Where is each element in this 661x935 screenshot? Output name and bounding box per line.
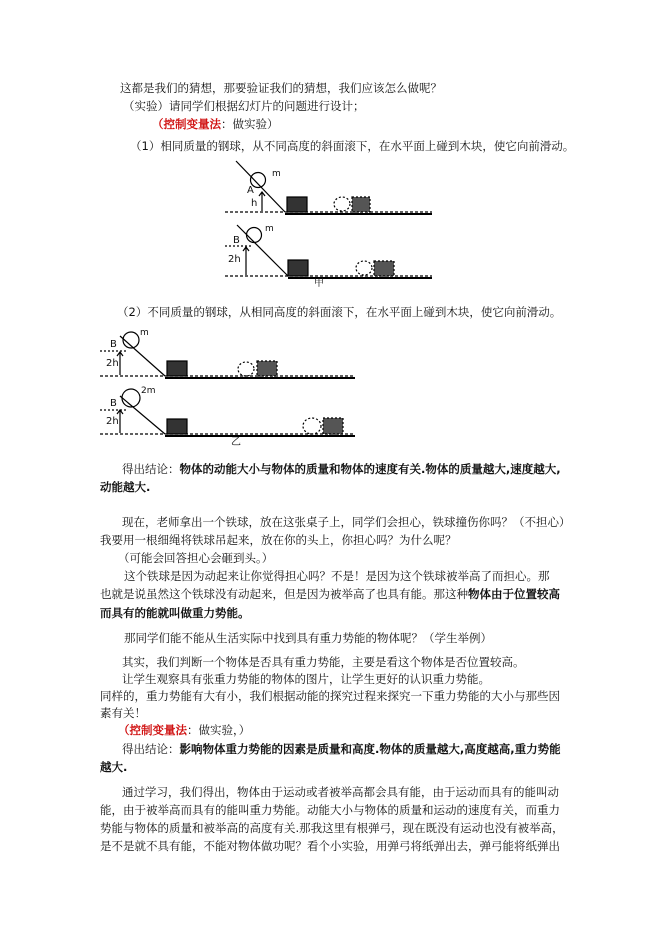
experiment-1-text: （1）相同质量的钢球，从不同高度的斜面滚下，在水平面上碰到木块，使它向前滑动。 [130, 139, 575, 153]
para-line-6: 而具有的能就叫做重力势能。 [100, 606, 250, 620]
para-line-1: 现在，老师拿出一个铁球，放在这张桌子上，同学们会担心，铁球撞伤你吗？（不担心） [122, 515, 571, 529]
line-3 [152, 116, 279, 132]
conclusion-2-prefix: 得出结论： [122, 742, 180, 756]
fig2-label-B-top: B [110, 339, 117, 350]
para-line-7: 那同学们能不能从生活实际中找到具有重力势能的物体呢？（学生举例） [124, 631, 492, 645]
fig2-label-2h-top: 2h [106, 358, 119, 369]
summary-line-2: 能，由于被举高而具有的能叫重力势能。动能大小与物体的质量和运动的速度有关，而重力 [100, 803, 560, 817]
summary-line-1: 通过学习，我们得出，物体由于运动或者被举高都会具有能，由于运动而具有的能叫动 [122, 785, 559, 799]
para-line-11: 素有关！ [100, 706, 146, 720]
para-line-9: 让学生观察具有张重力势能的物体的图片，让学生更好的认识重力势能。 [122, 672, 490, 686]
fig1-label-2h: 2h [228, 254, 241, 265]
fig2-label-2h-bottom: 2h [106, 416, 119, 427]
fig2-caption: 乙 [231, 437, 241, 448]
experiment-2-text: （2）不同质量的钢球，从相同高度的斜面滚下，在水平面上碰到木块，使它向前滑动。 [117, 305, 562, 319]
line-12 [118, 722, 250, 738]
para-line-8: 其实，我们判断一个物体是否具有重力势能，主要是看这个物体是否位置较高。 [122, 655, 525, 669]
summary-line-3: 势能与物体的质量和被举高的高度有关.那我这里有根弹弓，现在既没有运动也没有被举高， [100, 821, 564, 835]
fig1-label-A: A [247, 185, 254, 196]
conclusion-2-bold-a: 影响物体重力势能的因素是质量和高度.物体的质量越大,高度越高,重力势能 [179, 742, 561, 756]
line-2: （实验）请同学们根据幻灯片的问题进行设计； [123, 99, 365, 113]
summary-line-4: 是不是就不具有能，不能对物体做功呢？看个小实验，用弹弓将纸弹出去，弹弓能将纸弹出 [100, 839, 560, 853]
method-label-2: （控制变量法 [118, 723, 187, 737]
conclusion-1-line-2: 动能越大. [100, 480, 151, 494]
para-line-4: 这个铁球是因为动起来让你觉得担心吗？不是！是因为这个铁球被举高了而担心。那 [124, 569, 550, 583]
method-rest-2: ：做实验，） [187, 723, 251, 737]
method-rest: ：做实验） [221, 117, 279, 131]
fig1-caption: 甲 [314, 278, 324, 289]
fig1-label-m-bottom: m [265, 224, 274, 234]
method-label: （控制变量法 [152, 117, 221, 131]
fig2-label-m: m [140, 328, 149, 338]
fig1-label-h: h [251, 198, 258, 209]
conclusion-2-line-1 [122, 741, 561, 757]
para-line-2: 我要用一根细绳将铁球吊起来，放在你的头上，你担心吗？为什么呢？ [100, 533, 457, 547]
conclusion-1-prefix: 得出结论： [122, 462, 180, 476]
fig2-label-2m: 2m [141, 386, 156, 396]
conclusion-1-line-1 [122, 461, 561, 477]
conclusion-2-line-2: 越大. [100, 760, 128, 774]
para-5-plain: 也就是说虽然这个铁球没有动起来，但是因为被举高了也具有能。那这种 [100, 587, 468, 601]
para-line-5 [100, 586, 560, 602]
fig1-label-B: B [233, 235, 240, 246]
para-line-3: （可能会回答担心会砸到头。） [118, 551, 274, 565]
para-5-bold: 物体由于位置较高 [468, 587, 560, 601]
fig1-label-m-top: m [272, 169, 281, 179]
fig2-label-B-bottom: B [110, 398, 117, 409]
conclusion-1-bold-a: 物体的动能大小与物体的质量和物体的速度有关.物体的质量越大,速度越大, [179, 462, 561, 476]
line-1: 这都是我们的猜想，那要验证我们的猜想，我们应该怎么做呢？ [120, 81, 442, 95]
para-line-10: 同样的，重力势能有大有小，我们根据动能的探究过程来探究一下重力势能的大小与那些因 [100, 689, 560, 703]
